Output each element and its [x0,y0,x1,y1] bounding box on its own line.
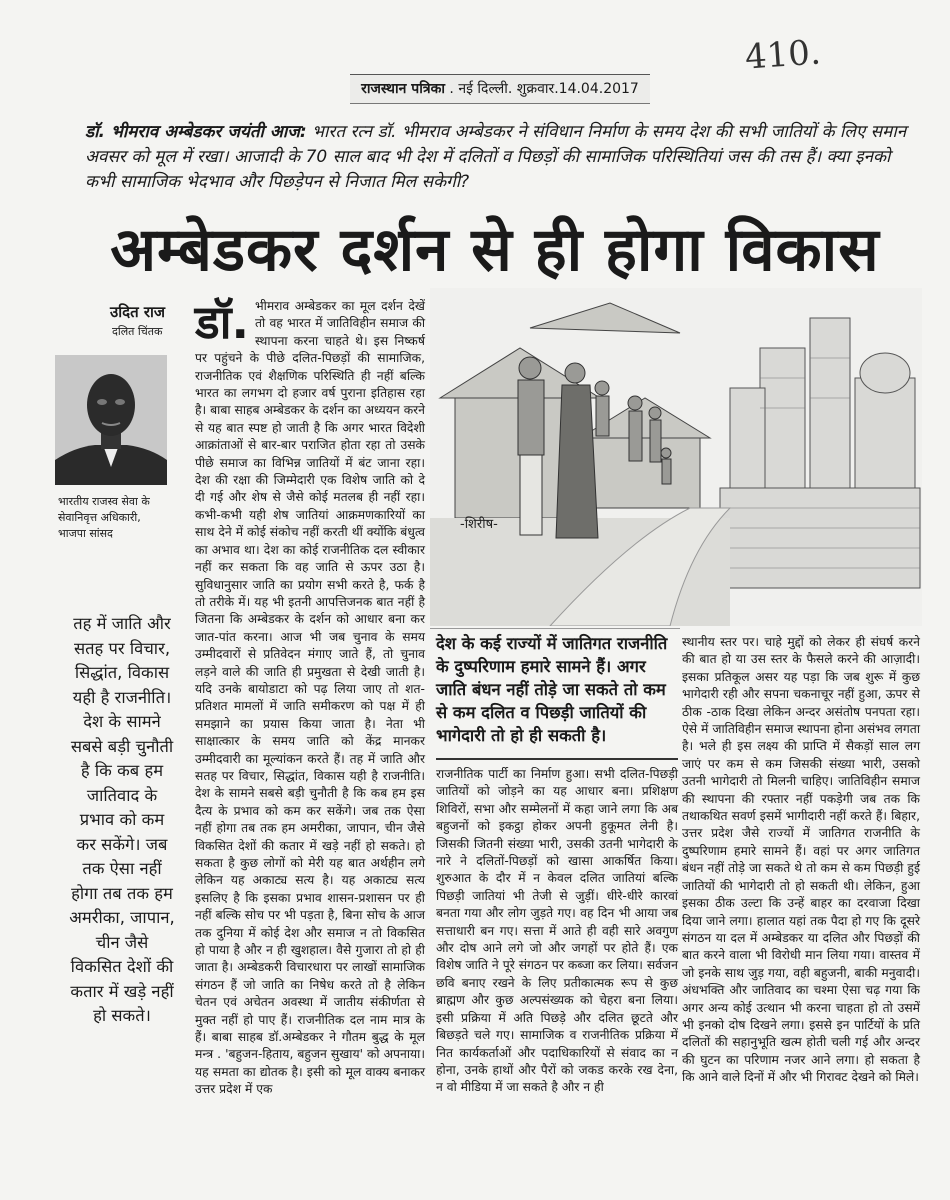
drop-cap: डॉ. [195,295,249,349]
pull-quote-left: तह में जाति और सतह पर विचार, सिद्धांत, विकास यही है राजनीति। देश के सामने सबसे बड़ी चुनौती है कि कब हम जातिवाद के प्रभाव को कम कर सकेंगे। जब तक ऐसा नहीं होगा तब तक हम अमरीका, जापान, चीन जैसे विकसित देशों की कतार में खड़े नहीं हो सकते। [69,614,175,1025]
pull-quote-middle: देश के कई राज्यों में जातिगत राजनीति के दुष्परिणाम हमारे सामने हैं। अगर जाति बंधन नहीं तोड़े जा सकते तो कम से कम दलित व पिछड़ी जातियों की भागेदारी तो हो ही सकती है। [436,634,668,745]
article-text: भीमराव अम्बेडकर का मूल दर्शन देखें तो वह भारत में जातिविहीन समाज की स्थापना करना चाहते थे। इस निष्कर्ष पर पहुंचने के पीछे दलित-पिछड़ों की सामाजिक, राजनीतिक एवं शैक्षणिक परिस्थिति ही नहीं बल्कि भारत का लगभग दो हजार वर्ष पुराना इतिहास रहा है। बाबा साहब अम्बेडकर के दर्शन का अध्ययन करने से यह बात स्पष्ट हो जाती है कि अगर भारत विदेशी आक्रांताओं से बार-बार पराजित होता रहा तो उसके पीछे समाज का विभिन्न जातियों में बंट जाना रहा। देश की रक्षा की जिम्मेदारी एक विशेष जाति को दे दी गई और शेष से जैसे कोई मतलब ही नहीं रहा। कभी-कभी यही शेष जातियां आक्रमणकारियों का साथ देने में कोई संकोच नहीं करती थीं क्योंकि बंधुत्व का अभाव था। देश का कोई राजनीतिक दल स्वीकार नहीं कर सकता कि वह जाति से ऊपर उठा है। सुविधानुसार जाति का प्रयोग सभी करते है, फर्क है तो तरीके में। यह भी इतनी आपत्तिजनक बात नहीं है जितना कि अम्बेडकर के दर्शन को आधार बना कर जात-पांत करना। आज भी जब चुनाव के समय उम्मीदवारों से प्रतिवेदन मंगाए जाते हैं, तो चुनाव लड़ने वाले की जाति ही प्रमुखता से देखी जाती है। यदि उनके बायोडाटा को पढ़ लिया जाए तो शत-प्रतिशत मामलों में जाति समीकरण को पक्ष में ही समझाने का प्रयास किया जाता है। नेता भी साक्षात्कार के समय जाति को केंद्र मानकर उम्मीदवारी का मूल्यांकन करते हैं। तह में जाति और सतह पर विचार, सिद्धांत, विकास यही है राजनीति। देश के सामने सबसे बड़ी चुनौती है कि कब हम इस दैत्य के प्रभाव को कम कर सकेंगे। जब तक ऐसा नहीं होगा तब तक हम अमरीका, जापान, चीन जैसे विकसित देशों की कतार में खड़े नहीं हो सकते। हो सकता है कुछ लोगों को मेरी यह बात अर्थहीन लगे लेकिन यह अकाट्य सत्य है। यह अकाट्य सत्य इसलिए है कि इसका प्रभाव शासन-प्रशासन पर ही नहीं बल्कि सोच पर भी पड़ता है, बिना सोच के आज तक दुनिया में कोई देश और समाज न तो विकसित हो पाया है और न ही खुशहाल। वैसे गुजारा तो हो ही जाता है। अम्बेडकरी विचारधारा पर लाखों सामाजिक संगठन हैं जो जाति का निषेध करते तो है लेकिन चेतन एवं अचेतन अवस्था में जातीय संकीर्णता से मुक्त नहीं हो पाए हैं। राजनीतिक दल नाम मात्र के हैं। बाबा साहब डॉ.अम्बेडकर ने गौतम बुद्ध के मूल मन्त्र . 'बहुजन-हिताय, बहुजन सुखाय' को अपनाया। यह समता का द्योतक है। इसी को मूल वाक्य बनाकर उत्तर प्रदेश में एक [195,299,425,1097]
author-role: दलित चिंतक [112,325,163,338]
author-photo [55,355,167,485]
masthead [350,74,650,104]
newspaper-name: राजस्थान पत्रिका [361,81,445,97]
headline: अम्बेडकर दर्शन से ही होगा विकास [110,215,880,285]
author-name: उदित राज [110,303,165,321]
intro-text: भारत रत्न डॉ. भीमराव अम्बेडकर ने संविधान निर्माण के समय देश की सभी जातियों के लिए समान अवसर को मूल में रखा। आजादी के 70 साल बाद भी देश में दलितों व पिछड़ों की सामाजिक परिस्थितियां जस की तस हैं। क्या इनको कभी सामाजिक भेदभाव और पिछड़ेपन से निजात मिल सकेगी? [85,122,907,192]
illustration-signature: -शिरीष- [460,517,498,532]
author-caption: भारतीय राजस्व सेवा के सेवानिवृत्त अधिकारी, भाजपा सांसद [58,495,150,540]
divider [430,628,680,629]
divider [436,758,678,760]
article-column-1 [195,295,425,1099]
illustration [430,288,922,626]
handwritten-page-number: 410. [743,32,823,78]
intro-standfirst [85,120,910,195]
intro-lead: डॉ. भीमराव अम्बेडकर जयंती आज: [85,122,307,142]
dateline: . नई दिल्ली. शुक्रवार.14.04.2017 [444,81,639,97]
article-column-2: राजनीतिक पार्टी का निर्माण हुआ। सभी दलित-पिछड़ी जातियों को जोड़ने का यह आधार बना। प्रशिक्षण शिविरों, सभा और सम्मेलनों में कहा जाने लगा कि अब बहुजनों को इकट्ठा होकर अपनी हुकूमत लेनी है। जिसकी जितनी संख्या भारी, उसकी उतनी भागेदारी के नारे ने दलितों-पिछड़ों को खासा आकर्षित किया। शुरुआत के दौर में न केवल दलित जातियां बल्कि पिछड़ी जातियां भी तेजी से जुड़ीं। धीरे-धीरे कारवां बनता गया और लोग जुड़ते गए। वह दिन भी आया जब सत्ताधारी बन गए। सत्ता में आते ही वही सारे अवगुण और दोष आने लगे जो और जगहों पर होते हैं। एक विशेष जाति ने पूरे संगठन पर कब्जा कर लिया। सर्वजन छवि बनाए रखने के लिए प्रतीकात्मक रूप से कुछ ब्राह्मण और कुछ अल्पसंख्यक को चेहरा बना लिया। इसी प्रक्रिया में अति पिछड़े और दलित छूटते और बिछड़ते चले गए। सामाजिक व राजनीतिक प्रक्रिया में नित कार्यकर्ताओं और पदाधिकारियों से संवाद का न होना, उनके हाथों और पैरों को जकड करके रख देना, न वो मीडिया में जा सकते है और न ही [436,767,678,1095]
article-column-3: स्थानीय स्तर पर। चाहे मुद्दों को लेकर ही संघर्ष करने की बात हो या उस स्तर के फैसले करने की आज़ादी। इसका प्रतिकूल असर यह पड़ा कि जब शुरू में कुछ भागेदारी रही और सपना चकनाचूर नहीं हुआ, ऊपर से ठीक -ठाक दिखा लेकिन अन्दर असंतोष पनपता रहा। ऐसे में जातिविहीन समाज स्थापना होना असंभव लगता है। भले ही इस लक्ष्य की प्राप्ति में सैकड़ों साल लग जाएं पर कम से कम जिसकी संख्या भारी, उसको उतनी भागेदारी तो मिलनी चाहिए। जातिविहीन समाज की स्थापना की रफ्तार नहीं पकड़ेगी जब तक कि तथाकथित सवर्ण इसमें भागीदारी नहीं करते हैं। बिहार, उत्तर प्रदेश जैसे राज्यों में जातिगत राजनीति के दुष्परिणाम हमारे सामने हैं। वहां पर अगर जातिगत बंधन नहीं तोड़े जा सकते थे तो कम से कम पिछड़ी हुई जातियों की भागेदारी तो हो सकती थी। लेकिन, हुआ इसका ठीक उल्टा कि उन्हें बाहर का दरवाजा दिखा दिया जाने लगा। हालात यहां तक पैदा हो गए कि दूसरे संगठन या दल में अम्बेडकर या दलित और पिछड़ों की बात करने वाला भी विरोधी मान लिया गया। वास्तव में जो इनके साथ जुड़ गया, वही बहुजनी, बाकी मनुवादी। अंधभक्ति और जातिवाद का चश्मा ऐसा चढ़ गया कि अगर अन्य कोई उत्थान भी करना चाहता हो तो उसमें भी इनको दोष दिखने लगा। इससे इन पार्टियों के प्रति दलितों की सहानुभूति खत्म होती चली गई और अन्दर की घुटन का परिणाम नजर आने लगा। हो सकता है कि आने वाले दिनों में और भी गिरावट देखने को मिले। [682,635,920,1085]
